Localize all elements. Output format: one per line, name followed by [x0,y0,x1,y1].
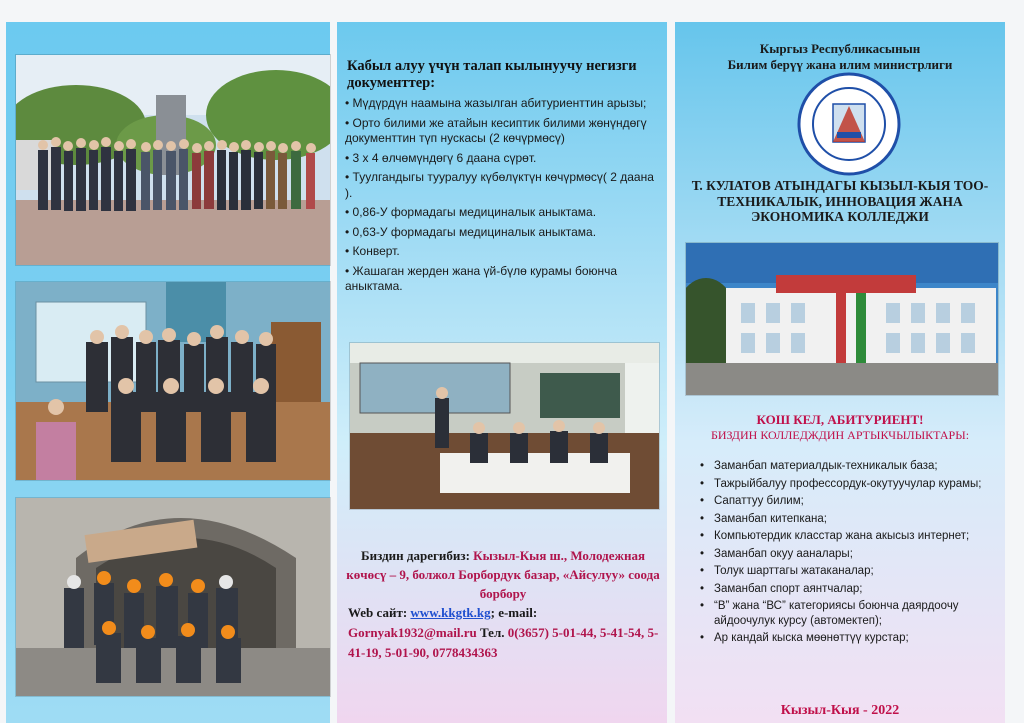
advantage-item: • Компьютердик класстар жана акысыз интернет; [694,529,1004,544]
requirement-item: • 0,86-У формадагы медициналык аныктама. [345,205,659,221]
welcome-heading: КОШ КЕЛ, АБИТУРИЕНТ! [756,412,924,427]
website-link[interactable]: www.kkgtk.kg [410,605,491,620]
advantage-item: • Сапаттуу билим; [694,494,1004,509]
requirement-item: • Орто билими же атайын кесиптик билими жөнүндөгү документтин түп нускасы (2 көчүрмөсү) [345,116,659,147]
contact-block [348,603,664,663]
advantage-item: • Заманбап спорт аянтчалар; [694,582,1004,597]
phone-numbers: 0(3657) 5-01-44, 5-41-54, 5-41-19, 5-01-90, 0778434363 [348,625,659,660]
advantage-item: • Заманбап окуу ааналары; [694,547,1004,562]
ministry-header [690,41,990,73]
advantage-item: • Заманбап китепкана; [694,512,1004,527]
mine-training-photo [15,497,331,697]
address-text: Кызыл-Кыя ш., Молодежная көчөсү – 9, болжол Борбордук базар, «Айсулуу» соода борбору [346,548,660,601]
advantage-item: • Толук шарттагы жатаканалар; [694,564,1004,579]
ministry-line-1: Кыргыз Республикасынын [759,41,921,56]
requirements-title: Кабыл алуу үчүн талап кылынуучу негизги документтер: [347,58,637,91]
address-block [345,546,661,603]
advantage-item: • Тажрыйбалуу профессордук-окутуучулар курамы; [694,477,1004,492]
group-photo-monument [15,54,331,266]
advantages-title: БИЗДИН КОЛЛЕДЖДИН АРТЫКЧЫЛЫКТАРЫ: [710,428,970,442]
classroom-group-photo [15,281,331,481]
ministry-line-2: Билим берүү жана илим министрлиги [727,57,953,72]
requirements-list [345,96,659,299]
requirement-item: • Туулгандыгы тууралуу күбөлүктүн көчүрмөсү( 2 даана ). [345,170,659,201]
requirement-item: • Мүдүрдүн наамына жазылган абитуриенттин арызы; [345,96,659,112]
college-building-photo [685,242,999,396]
advantage-item: • Ар кандай кыска мөөнөттүү курстар; [694,631,1004,646]
college-logo-emblem [797,72,901,176]
requirement-item: • Жашаган жерден жана үй-бүлө курамы боюнча аныктама. [345,264,659,295]
email-label: ; e-mail: [490,605,538,620]
college-name: Т. КУЛАТОВ АТЫНДАГЫ КЫЗЫЛ-КЫЯ ТОО-ТЕХНИКАЛЫК, ИННОВАЦИЯ ЖАНА ЭКОНОМИКА КОЛЛЕДЖИ [691,178,989,224]
requirement-item: • Конверт. [345,244,659,260]
website-label: Web сайт: [348,605,408,620]
address-label: Биздин дарегибиз: [361,548,470,563]
advantage-item: • “В” жана “ВС” категориясы боюнча даярдоочу айдоочулук курсу (автомектеп); [694,599,1004,628]
phone-label: Тел. [480,625,505,640]
lab-classroom-photo [349,342,660,510]
email-text: Gornyak1932@mail.ru [348,625,477,640]
requirement-item: • 3 х 4 өлчөмүндөгү 6 даана сүрөт. [345,151,659,167]
advantage-item: • Заманбап материалдык-техникалык база; [694,459,1004,474]
requirement-item: • 0,63-У формадагы медициналык аныктама. [345,225,659,241]
footer-city-year: Кызыл-Кыя - 2022 [780,703,900,718]
advantages-list [694,459,1004,649]
